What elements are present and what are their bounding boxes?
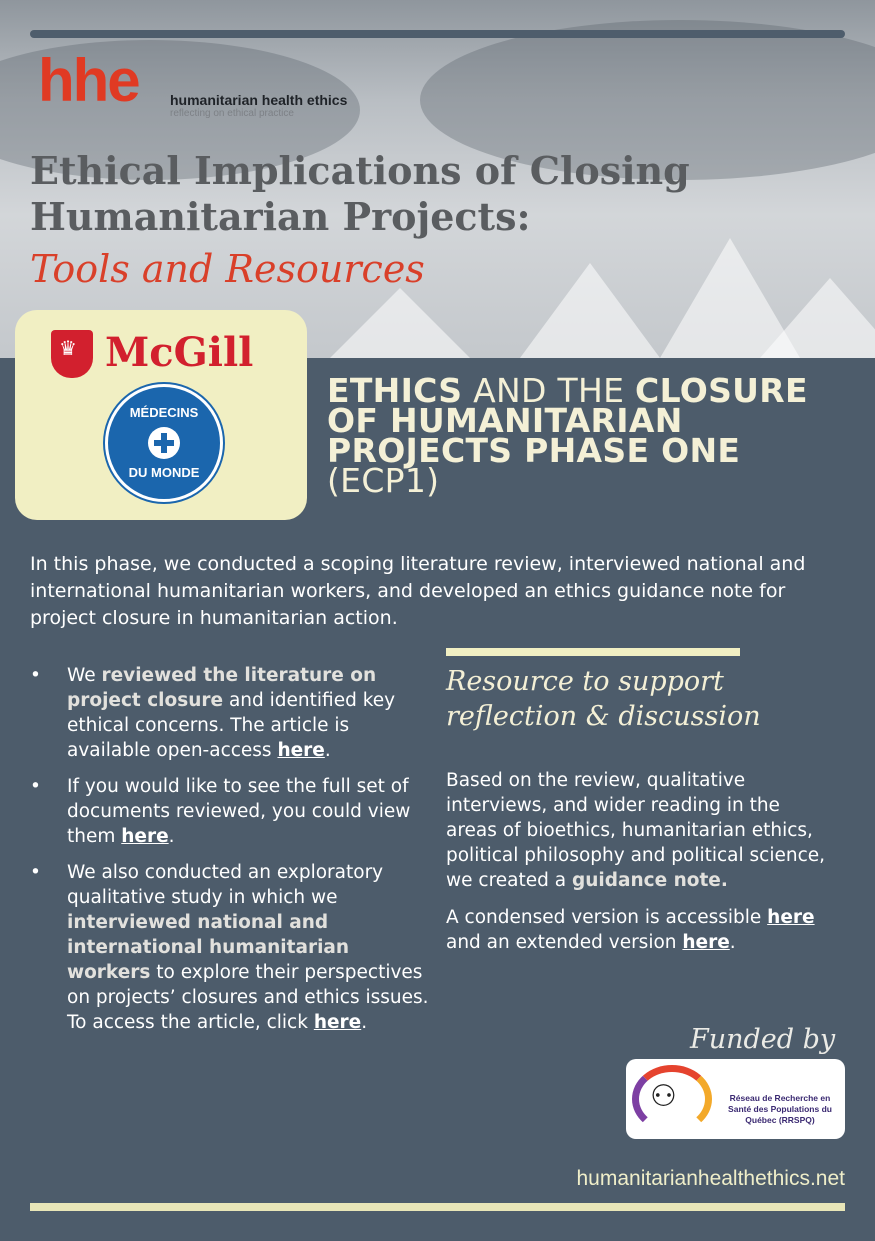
phase-heading-word: CLOSURE OF HUMANITARIAN PROJECTS PHASE ONE: [327, 371, 808, 470]
background-tent: [330, 288, 470, 358]
bullet-icon: •: [30, 665, 41, 686]
list-item-text: and identified key ethical concerns. The article is available open-access: [67, 690, 396, 761]
resource-description: [446, 768, 836, 967]
resource-text: Based on the review, qualitative interviews, and wider reading in the areas of bioethics, humanitarian ethics, political philosophy and political science, we created a: [446, 770, 826, 891]
phase-heading-word: AND THE: [473, 371, 625, 410]
mcgill-logo: [51, 328, 281, 382]
list-item-text: .: [361, 1012, 368, 1033]
resource-text: A condensed version is accessible: [446, 907, 768, 928]
list-item: [30, 663, 430, 763]
qualitative-study-link[interactable]: here: [313, 1012, 362, 1033]
intro-paragraph: In this phase, we conducted a scoping literature review, interviewed national and international humanitarian workers, and developed an ethics guidance note for project closure in humanitarian action.: [30, 553, 806, 629]
emphasis-text: interviewed national and international humanitarian workers: [67, 912, 350, 983]
resource-text: .: [729, 932, 736, 953]
background-tent: [520, 263, 660, 358]
resource-text: and an extended version: [446, 932, 683, 953]
resource-paragraph: [446, 905, 836, 955]
rrspq-logo-text: Réseau de Recherche en Santé des Populations du Québec (RRSPQ): [728, 1093, 832, 1125]
website-link[interactable]: humanitarianhealthethics.net: [576, 1167, 845, 1190]
rrspq-logo[interactable]: [626, 1059, 845, 1139]
list-item: [30, 860, 430, 1035]
page-subtitle: Tools and Resources: [30, 247, 425, 291]
list-item-text: If you would like to see the full set of documents reviewed, you could view them: [67, 776, 411, 847]
partner-logos-panel: [15, 310, 307, 520]
page-title: Ethical Implications of Closing Humanitarian Projects:: [30, 148, 690, 239]
list-item-text: .: [168, 826, 175, 847]
top-divider: [30, 30, 845, 38]
list-item-text: We also conducted an exploratory qualitative study in which we: [67, 862, 384, 908]
mdm-logo-top-text: MÉDECINS: [129, 405, 199, 420]
mcgill-shield-icon: ♛: [51, 330, 93, 378]
mcgill-wordmark: McGill: [105, 329, 254, 376]
hhe-logo-tagline: reflecting on ethical practice: [170, 108, 294, 119]
emphasis-text: guidance note.: [571, 870, 728, 891]
bottom-divider: [30, 1203, 845, 1211]
phase-heading-code: (ECP1): [327, 461, 440, 500]
phase-heading: [327, 371, 847, 500]
emphasis-text: reviewed the literature on project closure: [67, 665, 377, 711]
documents-reviewed-link[interactable]: here: [121, 826, 169, 847]
list-item: [30, 774, 430, 849]
list-item-text: We: [67, 665, 102, 686]
funded-by-label: Funded by: [690, 1024, 836, 1055]
bullet-icon: •: [30, 862, 41, 883]
mdm-logo-bottom-text: DU MONDE: [128, 465, 200, 480]
list-item-text: to explore their perspectives on projects’ closures and ethics issues. To access the article, click: [67, 962, 429, 1033]
findings-list: [30, 663, 430, 1046]
extended-version-link[interactable]: here: [682, 932, 730, 953]
medical-cross-icon: [148, 427, 180, 459]
medecins-du-monde-logo: [105, 384, 223, 502]
resource-heading: Resource to support reflection & discussion: [446, 666, 761, 732]
hhe-logo-mark: hhe: [38, 47, 139, 114]
literature-review-link[interactable]: here: [277, 740, 325, 761]
background-tent: [760, 278, 875, 358]
resource-paragraph: [446, 768, 836, 893]
phase-heading-word: ETHICS: [327, 371, 463, 410]
hhe-logo-name: humanitarian health ethics: [170, 92, 348, 108]
bullet-icon: •: [30, 776, 41, 797]
people-icon: ⚇: [650, 1080, 677, 1113]
condensed-version-link[interactable]: here: [767, 907, 815, 928]
resource-divider: [446, 648, 740, 656]
list-item-text: .: [324, 740, 331, 761]
